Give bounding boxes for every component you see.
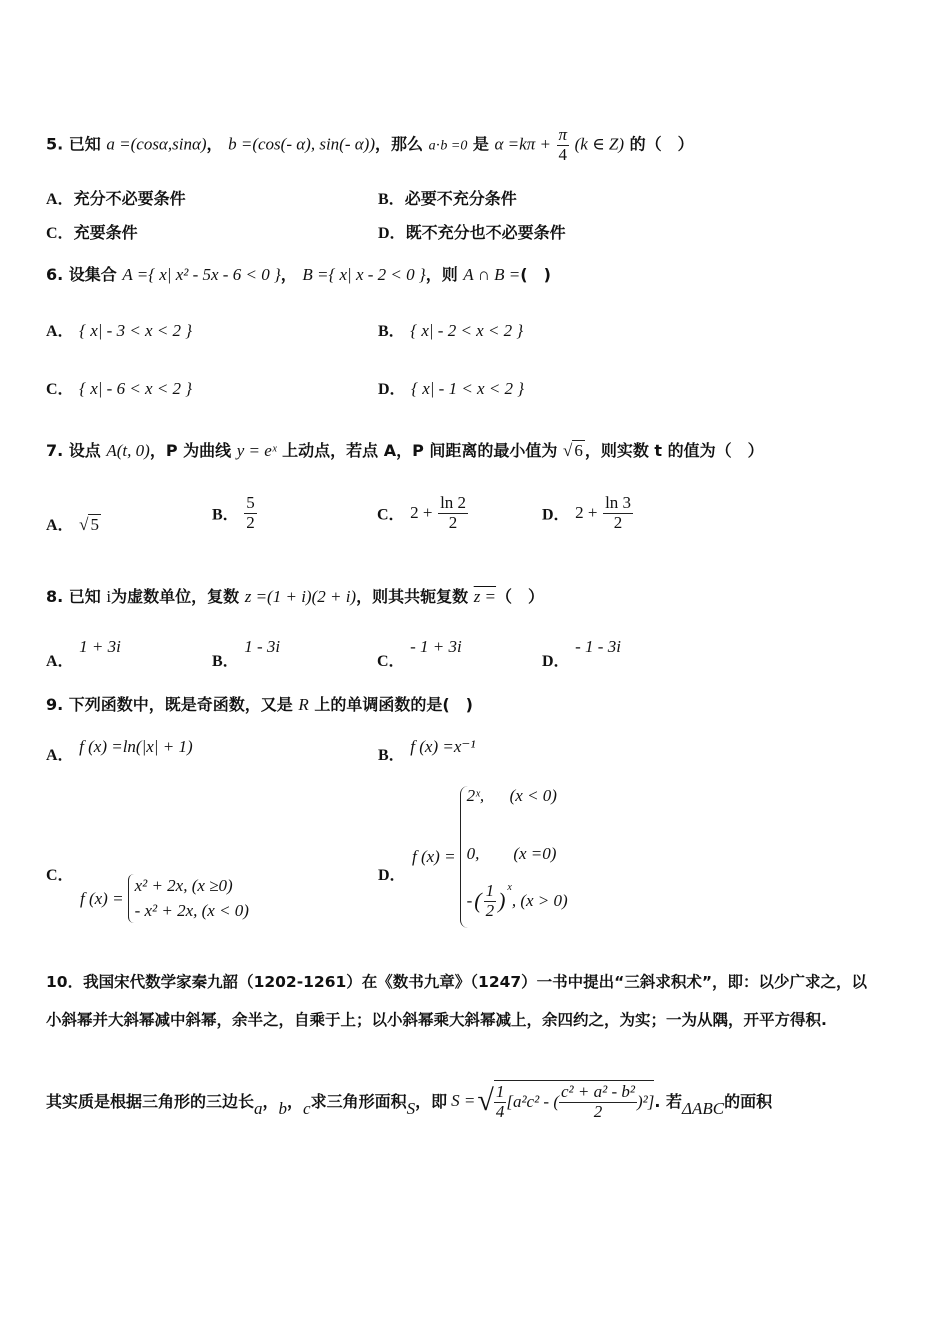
- q8-option-b-text: 1 - 3i: [244, 637, 281, 656]
- q10-formula-post: )²]: [636, 1092, 655, 1112]
- q8-number: 8.: [46, 587, 64, 606]
- q7-option-c-num: ln 2: [440, 493, 467, 512]
- q7-point-a: A(t, 0): [106, 441, 150, 460]
- q10-formula-lhs: S =: [451, 1090, 476, 1110]
- q10-frac-den: 4: [495, 1101, 505, 1121]
- q9-option-a-label: A．: [46, 747, 74, 764]
- q5-stem: [46, 126, 694, 164]
- q6-number: 6.: [46, 265, 64, 284]
- q6-option-c-text: { x| - 6 < x < 2 }: [79, 379, 193, 398]
- q8-conjugate: z =: [473, 587, 497, 606]
- q10-side-c: c: [303, 1098, 311, 1118]
- q9-option-a-text: f (x) =ln(|x| + 1): [79, 737, 193, 756]
- q9-option-d-row-1: 2ˣ, (x < 0): [466, 786, 557, 805]
- q8-option-b[interactable]: [212, 634, 281, 670]
- q5-frac-num: π: [558, 125, 568, 144]
- q7-text-1: 设点: [68, 441, 101, 460]
- q9-option-d-row-3-sign: -: [466, 891, 473, 911]
- q10-text-1: 其实质是根据三角形的三边长: [46, 1092, 255, 1112]
- q9-option-a[interactable]: [46, 734, 193, 764]
- q6-sep: ，: [280, 265, 297, 284]
- q8-option-a-text: 1 + 3i: [79, 637, 121, 656]
- q9-option-b-text: f (x) =x⁻¹: [410, 737, 476, 756]
- q10-line-3: [46, 1080, 772, 1121]
- q5-vector-a: a =(cosα,sinα): [106, 134, 207, 154]
- q10-triangle: ΔABC: [682, 1098, 725, 1118]
- q7-option-d-den: 2: [613, 512, 623, 532]
- q10-formula-mid: [a²c² - (: [506, 1092, 560, 1112]
- q8-option-d[interactable]: [542, 634, 621, 670]
- q10-area-s: S: [406, 1098, 416, 1118]
- q7-text-3: 上动点，若点 A，P 间距离的最小值为: [282, 441, 558, 460]
- q5-option-a-text: 充分不必要条件: [73, 189, 186, 208]
- q7-min-distance: √ 6: [563, 441, 583, 460]
- q6-option-a-label: A．: [46, 323, 74, 340]
- q9-option-c[interactable]: [80, 874, 249, 923]
- q5-condition-pre: α =kπ +: [494, 134, 551, 154]
- q7-option-c[interactable]: [377, 494, 468, 532]
- q10-side-a: a: [254, 1098, 263, 1118]
- q8-text-2: 为虚数单位，复数: [111, 587, 240, 606]
- q8-text-4: （ ）: [496, 587, 545, 606]
- q5-text-4: 的（ ）: [629, 134, 694, 154]
- q8-option-c-text: - 1 + 3i: [410, 637, 462, 656]
- q10-frac2-num: c² + a² - b²: [561, 1082, 635, 1101]
- q5-frac-den: 4: [558, 144, 568, 164]
- q8-option-a[interactable]: [46, 634, 121, 670]
- q6-option-d[interactable]: [378, 376, 524, 399]
- q9-option-c-row-2: - x² + 2x, (x < 0): [134, 900, 249, 920]
- q5-option-b[interactable]: [378, 186, 517, 209]
- q10-line-1: 10．我国宋代数学家秦九韶（1202-1261）在《数书九章》（1247）一书中提出“三斜求积术”，即：以少广求之，以: [46, 973, 868, 991]
- q6-text-1: 设集合: [68, 265, 117, 284]
- q9-option-d-row-2: 0, (x =0): [466, 844, 557, 863]
- q7-option-d[interactable]: [542, 494, 633, 532]
- q9-option-d-label-wrap[interactable]: [378, 862, 406, 885]
- q9-option-d-label: D．: [378, 867, 406, 884]
- q9-text-1: 下列函数中，既是奇函数，又是: [68, 695, 293, 714]
- q9-option-d[interactable]: [412, 786, 607, 928]
- q10-frac2-den: 2: [593, 1101, 603, 1121]
- q8-option-d-label: D．: [542, 653, 570, 670]
- q10-sep-2: ，: [287, 1092, 304, 1112]
- q7-option-b-den: 2: [246, 512, 255, 532]
- q7-option-c-den: 2: [448, 512, 458, 532]
- q6-option-d-text: { x| - 1 < x < 2 }: [411, 379, 525, 398]
- q5-sep: ，: [206, 134, 223, 154]
- q9-stem: [46, 692, 473, 715]
- q10-text-5: 的面积: [724, 1092, 773, 1112]
- q10-formula-body: [494, 1080, 655, 1121]
- q5-option-d[interactable]: [378, 220, 566, 243]
- q6-intersection: A ∩ B =: [463, 265, 521, 284]
- q8-option-d-text: - 1 - 3i: [575, 637, 621, 656]
- q9-option-d-brace: [460, 786, 607, 928]
- q7-stem: [46, 438, 764, 461]
- q5-option-c-label: C．: [46, 225, 74, 242]
- q6-option-d-label: D．: [378, 381, 406, 398]
- q7-option-b-label: B．: [212, 506, 239, 524]
- q8-option-a-label: A．: [46, 653, 74, 670]
- q7-option-b-num: 5: [246, 493, 255, 512]
- q6-option-c[interactable]: [46, 376, 192, 399]
- q9-number: 9.: [46, 695, 64, 714]
- q9-option-d-row-3-num: 1: [485, 881, 495, 900]
- q7-option-c-pre: 2 +: [410, 503, 433, 523]
- q6-stem: [46, 262, 551, 285]
- q8-option-b-label: B．: [212, 653, 239, 670]
- q10-text-3: ，即: [415, 1092, 448, 1112]
- q10-side-b: b: [278, 1098, 288, 1118]
- q6-option-b[interactable]: [378, 318, 523, 341]
- q6-option-b-text: { x| - 2 < x < 2 }: [410, 321, 524, 340]
- q6-option-b-label: B．: [378, 323, 405, 340]
- q9-real-set: R: [298, 695, 309, 714]
- q9-option-c-label-wrap[interactable]: [46, 862, 74, 885]
- q9-option-c-row-1: x² + 2x, (x ≥0): [134, 876, 233, 895]
- q10-sep-1: ，: [262, 1092, 279, 1112]
- q7-option-d-pre: 2 +: [575, 503, 598, 523]
- q5-number: 5.: [46, 134, 64, 154]
- q8-imaginary-unit: i: [106, 587, 112, 606]
- q6-set-b: B ={ x| x - 2 < 0 }: [302, 265, 426, 284]
- q10-line-2: 小斜幂并大斜幂减中斜幂，余半之，自乘于上；以小斜幂乘大斜幂减上，余四约之，为实；一为从隅，开平方得积.: [46, 1011, 827, 1029]
- q5-option-a-label: A．: [46, 191, 74, 208]
- q9-text-2: 上的单调函数的是( ): [314, 695, 473, 714]
- q5-condition-fraction: [557, 126, 570, 164]
- q8-complex-z: z =(1 + i)(2 + i): [244, 587, 357, 606]
- q5-vector-b: b =(cos(- α), sin(- α)): [228, 134, 375, 154]
- q10-sqrt-sign: √: [477, 1083, 494, 1117]
- q5-text-2: ，那么: [374, 134, 423, 154]
- q7-option-c-label: C．: [377, 506, 405, 524]
- q5-condition-post: (k ∈ Z): [574, 134, 625, 154]
- q5-option-b-label: B．: [378, 191, 405, 208]
- q5-option-d-label: D．: [378, 225, 406, 242]
- q9-option-d-row-3-cond: , (x > 0): [511, 891, 568, 911]
- q6-option-c-label: C．: [46, 381, 74, 398]
- q7-min-value: 6: [574, 441, 583, 460]
- q10-frac-num: 1: [495, 1082, 505, 1101]
- q5-option-c-text: 充要条件: [73, 223, 138, 242]
- q9-option-c-brace: [128, 874, 249, 923]
- q6-text-3: ( ): [520, 265, 551, 284]
- q5-option-c[interactable]: [46, 220, 138, 243]
- q10-text-2: 求三角形面积: [310, 1092, 407, 1112]
- q6-option-a-text: { x| - 3 < x < 2 }: [79, 321, 193, 340]
- q6-option-a[interactable]: [46, 318, 192, 341]
- q9-option-d-row-3-den: 2: [485, 900, 495, 920]
- q7-option-b[interactable]: [212, 494, 257, 532]
- q5-option-a[interactable]: [46, 186, 186, 209]
- q5-option-d-text: 既不充分也不必要条件: [405, 223, 566, 242]
- q8-option-c[interactable]: [377, 634, 462, 670]
- q8-text-1: 已知: [68, 587, 101, 606]
- q9-option-c-label: C．: [46, 867, 74, 884]
- q7-option-d-label: D．: [542, 506, 570, 524]
- q7-text-4: ，则实数 t 的值为（ ）: [584, 441, 764, 460]
- q7-option-d-num: ln 3: [605, 493, 632, 512]
- q7-option-a[interactable]: A． √ 5: [46, 515, 99, 534]
- q6-set-a: A ={ x| x² - 5x - 6 < 0 }: [122, 265, 281, 284]
- q7-text-2: ，P 为曲线: [149, 441, 232, 460]
- q7-curve: y = eˣ: [236, 441, 277, 460]
- q7-option-a-label: A．: [46, 517, 74, 534]
- q5-option-b-text: 必要不充分条件: [404, 189, 517, 208]
- q5-text-3: 是: [472, 134, 489, 154]
- q9-option-b[interactable]: [378, 734, 476, 764]
- q8-stem: [46, 584, 544, 607]
- q9-option-b-label: B．: [378, 747, 405, 764]
- q7-option-a-text: 5: [90, 515, 99, 534]
- q5-dot-product: a⋅b =0: [428, 138, 468, 154]
- q5-text-1: 已知: [68, 134, 101, 154]
- q8-text-3: ，则其共轭复数: [356, 587, 469, 606]
- q8-option-c-label: C．: [377, 653, 405, 670]
- q6-text-2: ，则: [425, 265, 458, 284]
- q9-option-c-lhs: f (x) =: [80, 888, 124, 908]
- q10-text-4: . 若: [654, 1092, 683, 1112]
- q9-option-d-lhs: f (x) =: [412, 847, 456, 866]
- q7-number: 7.: [46, 441, 64, 460]
- q9-option-d-row-3: - ( $\frac{1}{2}$ ) $^x$ , (x > 0): [466, 881, 568, 920]
